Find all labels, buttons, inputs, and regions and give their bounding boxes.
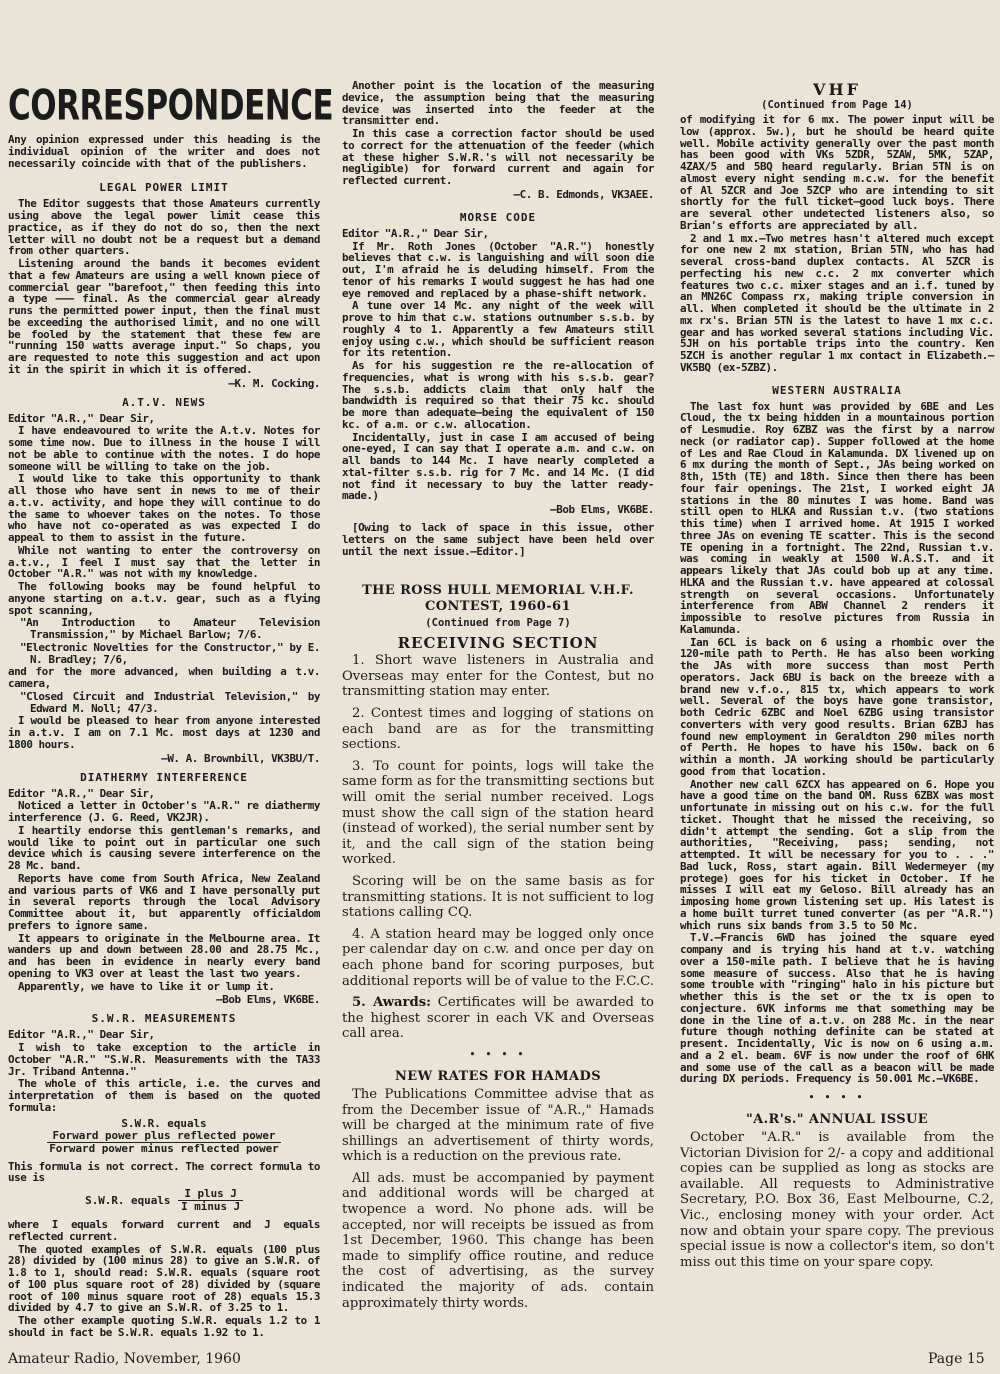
morse-para: Incidentally, just in case I am accused of being one-eyed, I can say that I operate a.m. and c.w. on all bands to 144 Mc. I have nearly completed a xtal-filter s.s.b. rig for 7 Mc. and 14 Mc. (I did not find it necessary to buy the latter ready-made.) bbox=[342, 430, 654, 503]
disclaimer: Any opinion expressed under this heading is the individual opinion of the writer and does not necessarily coincide with that of the publishers. bbox=[8, 133, 320, 170]
annual-heading: "A.R's." ANNUAL ISSUE bbox=[745, 1112, 929, 1127]
wa-para: The last fox hunt was provided by 6BE and Les Cloud, the tx being hidden in a mountainous portion of Lesmudie. Roy 6ZBZ was the first by a narrow neck (or radiator cap). Supper followed at the home of Les and Rae Cloud in Kalamunda. DX livened up on 6 mx during the month of Sept., JAs being worked on 8th, 15th (TE) and 18th. Since then there has been four fair openings. The 21st, I worked eight JA stations in the 80 minutes I was home. Band was still open to HLKA and Russian t.v. (two stations this time) when I arrived home. At 1915 I worked three JAs on evening TE scatter. This is the second TE opening in a fortnight. The 22nd, Russian t.v. was coming in weakly at 1500 W.A.S.T. and it appears likely that JAs could bob up at any time. HLKA and the Russian t.v. have appeared at colossal strength on several occasions. Unfortunately interference from ABW Channel 2 renders it impossible to resolve pictures from Russia in Kalamunda. bbox=[680, 399, 994, 636]
atv-para: While not wanting to enter the controversy on a.t.v., I feel I must say that the letter in October "A.R." was not with my knowledge. bbox=[8, 543, 320, 581]
atv-para: The following books may be found helpful to anyone starting on a.t.v. gear, such as a flying spot scanning, bbox=[8, 580, 320, 617]
annual-text: October "A.R." is available from the Victorian Division for 2/- a copy and additional copies can be supplied as long as stocks are available. All requests to Administrative Secretary, P.O. Box 36, East Melbourne, C.2, Vic., enclosing money with your order. Act now and obtain your spare copy. The previous special issue is now a collector's item, so don't miss out this time on your spare copy. bbox=[680, 1130, 994, 1270]
rosshull-para: Scoring will be on the same basis as for transmitting stations. It is not sufficient to log stations calling CQ. bbox=[342, 873, 654, 921]
swr-para: The other example quoting S.W.R. equals 1.2 to 1 should in fact be S.W.R. equals 1.92 to 1. bbox=[8, 1314, 320, 1339]
formula-denominator: Forward power minus reflected power bbox=[49, 1141, 279, 1155]
formula-quoted bbox=[8, 1118, 320, 1155]
tv-text: —Francis 6WD has joined the square eyed company and is trying his hand at t.v. watching over a 150-mile path. I believe that he is having some measure of success. Also that he is having some trouble with "ringing" halo in his picture but whether this is the set or the tx is open to conjecture. 6VK informs me that something may be done in the line of a.t.v. on 288 Mc. in the near future though nothing definite can be stated at present. Incidentally, Vic is now on 6 using a.m. and a 2 el. beam. 6VF is now under the roof of 6HK and some use of the call as a beacon will be made during DX periods. Frequency is 50.001 Mc.—VK6BE. bbox=[680, 931, 994, 1086]
wa-para: Another new call 6ZCX has appeared on 6. Hope you have a good time on the band OM. Russ 6ZBX was most unfortunate in missing out on his c.w. for the full ticket. Thought that he missed the receiving, so didn't attempt the sending. Got a slip from the authorities, "Receiving, pass; sending, not attempted. It will be necessary for you to . . ." Bad luck, Ross, start again. Bill Wedermeyer (my protege) goes for his ticket in October. If he misses I will eat my Geloso. Bill already has an imposing home grown listening set up. His latest is a home built turret tuned converter (as per "A.R.") which runs six bands from 3.5 to 50 Mc. bbox=[680, 777, 994, 932]
vhf-heading: VHF bbox=[813, 80, 861, 99]
morse-para: If Mr. Roth Jones (October "A.R.") honestly believes that c.w. is languishing and will soon die out, I'm afraid he is deluding himself. From the tenor of his remarks I would suggest he has had one eye removed and replaced by a phase-shift network. bbox=[342, 239, 654, 300]
tv-lead: T.V. bbox=[690, 931, 715, 945]
morse-signature: —Bob Elms, VK6BE. bbox=[550, 503, 654, 516]
diathermy-signature: —Bob Elms, VK6BE. bbox=[216, 993, 320, 1007]
swr-para: I wish to take exception to the article in October "A.R." "S.W.R. Measurements with the TA33 Jr. Triband Antenna." bbox=[8, 1041, 320, 1078]
column-right bbox=[680, 80, 994, 1276]
rosshull-continued: (Continued from Page 7) bbox=[425, 617, 571, 630]
legal-para: Listening around the bands it becomes evident that a few Amateurs are using a well known piece of commercial gear "barefoot," then feeding this into a type ——— final. As the commercial gear already runs the permitted power input, then the final must be exceeding the authorised limit, and no one will be fooled by the statement that these few are "running 150 watts average input." So chaps, you are requested to note this suggestion and act upon it in the spirit in which it is offered. bbox=[8, 257, 320, 376]
morse-para: A tune over 14 Mc. any night of the week will prove to him that c.w. stations outnumber s.s.b. by roughly 4 to 1. Apparently a few Amateurs still enjoy using c.w., which should be sufficient reason for its retention. bbox=[342, 299, 654, 360]
masthead: CORRESPONDENCE bbox=[8, 81, 334, 131]
wa-heading: WESTERN AUSTRALIA bbox=[772, 383, 902, 397]
atv-book: "An Introduction to Amateur Television Transmission," by Michael Barlow; 7/6. bbox=[20, 616, 320, 641]
formula-denominator: I minus J bbox=[181, 1200, 241, 1213]
vhf-para: of modifying it for 6 mx. The power input will be low (approx. 5w.), but he should be heard quite well. Mobile activity generally over the past month has been good with VKs 5ZDR, 5ZAW, 5MK, 5ZAP, 4ZAX/5 and 5BQ heard regularly. Brian 5TN is on almost every night sending m.c.w. for the benefit of Al 5ZCR and Joe 5ZCP who are intending to sit shortly for the full ticket—good luck boys. There are several other undetected listeners also, so Brian's efforts are appreciated by all. bbox=[680, 113, 994, 232]
swr-mid: This formula is not correct. The correct formula to use is bbox=[8, 1159, 320, 1185]
footer-page-number: Page 15 bbox=[928, 1351, 985, 1367]
atv-book: "Electronic Novelties for the Constructor," by E. N. Bradley; 7/6, bbox=[20, 640, 320, 666]
atv-mid: and for the more advanced, when building a t.v. camera, bbox=[8, 665, 320, 690]
vhf-para bbox=[680, 233, 994, 374]
formula-lhs: S.W.R. equals bbox=[85, 1193, 171, 1207]
rosshull-para: 3. To count for points, logs will take the same form as for the transmitting sections but will omit the serial number received. Logs must show the call sign of the station heard (instead of worked), the serial number sent by it, and the call sign of the station being worked. bbox=[342, 758, 654, 868]
awards-label: 5. Awards: bbox=[352, 995, 432, 1011]
diathermy-para: Apparently, we have to like it or lump it. bbox=[18, 979, 275, 993]
rates-para: The Publications Committee advise that as from the December issue of "A.R.," Hamads will be charged at the minimum rate of five shillings an advertisement of thirty words, which is a reduction on the previous rate. bbox=[342, 1086, 654, 1165]
diathermy-salutation: Editor "A.R.," Dear Sir, bbox=[8, 786, 155, 800]
atv-closing: I would be pleased to hear from anyone interested in a.t.v. I am on 7.1 Mc. most days at 1230 and 1800 hours. bbox=[8, 714, 320, 751]
swr-para: where I equals forward current and J equals reflected current. bbox=[8, 1218, 320, 1243]
swr-salutation: Editor "A.R.," Dear Sir, bbox=[8, 1028, 155, 1042]
column-middle bbox=[342, 80, 654, 1317]
formula-lhs: S.W.R. equals bbox=[121, 1116, 207, 1130]
footer-publication: Amateur Radio, November, 1960 bbox=[8, 1351, 241, 1367]
formula-correct bbox=[8, 1188, 320, 1213]
section-divider: • • • • bbox=[808, 1091, 866, 1104]
swr-para: The quoted examples of S.W.R. equals (100 plus 28) divided by (100 minus 28) to give an S.W.R. of 1.8 to 1, should read: S.W.R. equals (square root of 100 plus square root of 28) divided by (square root of 100 minus square root of 28) equals 15.3 divided by 4.7 to give an S.W.R. of 3.25 to 1. bbox=[8, 1242, 320, 1315]
diathermy-para: Reports have come from South Africa, New Zealand and various parts of VK6 and I have personally put in several reports through the local Advisory Committee about it, but apparently officialdom prefers to ignore same. bbox=[8, 871, 320, 932]
vhf-lead: 2 and 1 mx. bbox=[690, 231, 759, 245]
rates-heading: NEW RATES FOR HAMADS bbox=[395, 1068, 601, 1084]
rates-para: All ads. must be accompanied by payment and additional words will be charged at twopence a word. No phone ads. will be accepted, nor will receipts be issued as from 1st December, 1960. This change has been made to simplify office routine, and reduce the cost of advertising, as the survey indicated the majority of ads. contain approximately thirty words. bbox=[342, 1170, 654, 1311]
atv-para: I would like to take this opportunity to thank all those who have sent in news to me of their a.t.v. activity, and hope they will continue to do the same to whoever takes on the notes. To those who have not co-operated as was expected I do appeal to them to assist in the future. bbox=[8, 472, 320, 544]
formula-numerator: I plus J bbox=[178, 1188, 242, 1201]
swr-para: The whole of this article, i.e. the curves and interpretation of them is based on the quoted formula: bbox=[8, 1077, 320, 1114]
rosshull-para: 4. A station heard may be logged only once per calendar day on c.w. and once per day on each phone band for scoring purposes, but additional reports will be of value to the F.C.C. bbox=[342, 926, 654, 989]
morse-para: As for his suggestion re the re-allocation of frequencies, what is wrong with his s.s.b. gear? The s.s.b. addicts claim that only half the bandwidth is required so that their 75 kc. should be more than adequate—being the equivalent of 150 kc. of a.m. or c.w. allocation. bbox=[342, 359, 654, 431]
vhf-text: —Two metres hasn't altered much except for one new 2 mx station, Brian 5TN, who has had several cross-band duplex contacts. Al 5ZCR is perfecting his new c.c. 2 mx converter which features two c.c. mixer stages and an i.f. tuned by an MN26C Compass rx, making triple conversion in all. When completed it should be the ultimate in 2 mx rx's. Brian 5TN is the latest to have 1 mx c.c. gear and has worked several stations including Vic. 5JH on his portable trips into the country. Ken 5ZCH is another regular 1 mx contact in Elizabeth.—VK5BQ (ex-5ZBZ). bbox=[680, 231, 994, 374]
swr-heading: S.W.R. MEASUREMENTS bbox=[91, 1012, 237, 1026]
wa-para: Ian 6CL is back on 6 using a rhombic over the 120-mile path to Perth. He has also been working the JAs with more success than most Perth operators. Jack 6BU is back on the breeze with a brand new v.f.o., 815 tx, which appears to work well. Several of the boys have gone transistor, both Cedric 6ZBC and Noel 6ZBG using transistor converters with very good results. Brian 6ZBJ has found new employment in Geraldton 290 miles north of Perth. He hopes to have his 150w. back on 6 within a month. JA working should be particularly good from that location. bbox=[680, 635, 994, 778]
atv-heading: A.T.V. NEWS bbox=[122, 395, 206, 409]
atv-salutation: Editor "A.R.," Dear Sir, bbox=[8, 411, 155, 425]
receiving-section-heading: RECEIVING SECTION bbox=[397, 634, 599, 653]
atv-signature: —W. A. Brownbill, VK3BU/T. bbox=[161, 751, 320, 765]
formula-numerator: Forward power plus reflected power bbox=[47, 1130, 282, 1143]
rosshull-awards bbox=[342, 995, 654, 1042]
rosshull-para: 1. Short wave listeners in Australia and Overseas may enter for the Contest, but no transmitting station may enter. bbox=[342, 653, 654, 700]
vhf-continued: (Continued from Page 14) bbox=[761, 99, 913, 111]
legal-para: The Editor suggests that those Amateurs currently using above the legal power limit cease this practice, as if they do not do so, then the next letter will no doubt not be a request but a demand from other quarters. bbox=[8, 197, 320, 258]
atv-book: "Closed Circuit and Industrial Television," by Edward M. Noll; 47/3. bbox=[20, 689, 320, 715]
legal-heading: LEGAL POWER LIMIT bbox=[99, 181, 229, 195]
swr-cont-para: In this case a correction factor should be used to correct for the attenuation of the feeder (which at these higher S.W.R.'s will not necessarily be negligible) for forward current and again for reflected current. bbox=[342, 127, 654, 187]
swr-cont-para: Another point is the location of the measuring device, the assumption being that the measuring device was inserted into the feeder at the transmitter end. bbox=[342, 79, 654, 128]
morse-heading: MORSE CODE bbox=[459, 210, 537, 224]
column-left bbox=[8, 76, 334, 1340]
diathermy-heading: DIATHERMY INTERFERENCE bbox=[80, 770, 248, 784]
wa-para bbox=[680, 932, 994, 1085]
awards-text: Certificates will be awarded to the highest scorer in each VK and Overseas call area. bbox=[342, 995, 654, 1042]
editor-note: [Owing to lack of space in this issue, other letters on the same subject have been held over until the next issue.—Editor.] bbox=[342, 521, 654, 558]
rosshull-heading: THE ROSS HULL MEMORIAL V.H.F. CONTEST, 1960-61 bbox=[362, 583, 634, 615]
legal-signature: —K. M. Cocking. bbox=[228, 376, 320, 390]
morse-salutation: Editor "A.R.," Dear Sir, bbox=[342, 226, 489, 240]
diathermy-para: It appears to originate in the Melbourne area. It wanders up and down between 28.00 and 28.75 Mc., and has been in evidence in nearly every band opening to VK3 over at least the last two years. bbox=[8, 931, 320, 980]
section-divider: • • • • bbox=[469, 1047, 527, 1061]
rosshull-para: 2. Contest times and logging of stations on each band are as for the transmitting sections. bbox=[342, 706, 654, 753]
atv-para: I have endeavoured to write the A.t.v. Notes for some time now. Due to illness in the house I will not be able to continue with the notes. I do hope someone will be willing to take on the job. bbox=[8, 424, 320, 473]
diathermy-para: Noticed a letter in October's "A.R." re diathermy interference (J. G. Reed, VK2JR). bbox=[8, 799, 320, 824]
swr-signature: —C. B. Edmonds, VK3AEE. bbox=[513, 187, 654, 201]
diathermy-para: I heartily endorse this gentleman's remarks, and would like to point out in particular one such device which is causing severe interference on the 28 Mc. band. bbox=[8, 823, 320, 872]
